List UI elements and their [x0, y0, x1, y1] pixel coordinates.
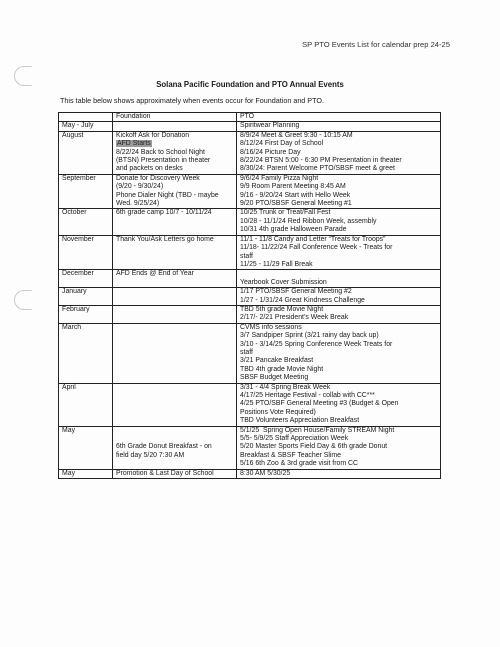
pto-cell	[237, 383, 441, 426]
table-row	[59, 426, 441, 469]
foundation-cell	[113, 288, 237, 306]
month-cell: November	[59, 235, 113, 270]
pto-event: TBD 4th grade Movie Night	[240, 365, 324, 373]
foundation-event: Phone Dialer Night (TBD - maybe	[116, 191, 219, 199]
foundation-event: Kickoff Ask for Donation	[116, 131, 190, 139]
foundation-event: Wed. 9/25/24)	[116, 200, 160, 208]
header-foundation: Foundation	[113, 113, 237, 122]
foundation-event: 6th grade camp 10/7 - 10/11/24	[116, 209, 212, 217]
foundation-event: and packets on desks	[116, 165, 183, 173]
foundation-event: field day 5/20 7:30 AM	[116, 451, 185, 459]
pto-event: SBSF Budget Meeting	[240, 374, 309, 382]
pto-cell	[237, 323, 441, 383]
pto-cell	[237, 122, 441, 131]
pto-event: 10/25 Trunk or Treat/Fall Fest	[240, 209, 331, 217]
foundation-cell	[113, 426, 237, 469]
foundation-cell	[113, 122, 237, 131]
pto-event: 8/9/24 Meet & Greet 9:30 - 10:15 AM	[240, 131, 353, 139]
pto-event: 8/30/24: Parent Welcome PTO/SBSF meet & greet	[240, 165, 395, 173]
foundation-event: (9/20 - 9/30/24)	[116, 183, 164, 191]
pto-event: 1/17 PTO/SBSF General Meeting #2	[240, 288, 352, 296]
pto-event: 5/20 Master Sports Field Day & 6th grade Donut	[240, 443, 388, 451]
foundation-cell	[113, 323, 237, 383]
pto-event: 3/10 - 3/14/25 Spring Conference Week Treats for	[240, 340, 393, 348]
month-cell: October	[59, 209, 113, 235]
pto-cell	[237, 131, 441, 174]
month-cell: May	[59, 426, 113, 469]
table-row	[59, 174, 441, 209]
pto-event: CVMS info sessions	[240, 323, 302, 331]
month-cell: August	[59, 131, 113, 174]
pto-cell	[237, 235, 441, 270]
pto-cell	[237, 305, 441, 323]
month-cell: May	[59, 469, 113, 478]
foundation-cell	[113, 174, 237, 209]
month-cell: September	[59, 174, 113, 209]
table-row	[59, 288, 441, 306]
foundation-cell	[113, 383, 237, 426]
month-cell: December	[59, 270, 113, 288]
foundation-event: 8/22/24 Back to School Night	[116, 148, 205, 156]
pto-event: 2/17/- 2/21 President’s Week Break	[240, 314, 349, 322]
pto-event: Breakfast & SBSF Teacher Slime	[240, 451, 341, 459]
table-row	[59, 469, 441, 478]
pto-event: 9/20 PTO/SBSF General Meeting #1	[240, 200, 352, 208]
header-pto: PTO	[237, 113, 441, 122]
foundation-event: Donate for Discovery Week	[116, 174, 200, 182]
table-row	[59, 131, 441, 174]
pto-event: 4/17/25 Heritage Festival - collab with CC***	[240, 391, 375, 399]
pto-event: 8:30 AM 5/30/25	[240, 469, 291, 477]
pto-event: 9/16 - 9/20/24 Start with Hello Week	[240, 191, 351, 199]
pto-event: 5/1/25 Spring Open House/Family STREAM Night	[240, 426, 395, 434]
pto-cell	[237, 288, 441, 306]
foundation-event: Thank You/Ask Letters go home	[116, 235, 214, 243]
month-cell: January	[59, 288, 113, 306]
month-cell: February	[59, 305, 113, 323]
highlighted-event: AFD Starts	[117, 140, 151, 148]
table-row	[59, 383, 441, 426]
pto-event: 8/16/24 Picture Day	[240, 148, 301, 156]
month-cell: April	[59, 383, 113, 426]
pto-event: 11/1 - 11/8 Candy and Letter “Treats for Troops”	[240, 235, 386, 243]
foundation-event: Promotion & Last Day of School	[116, 469, 214, 477]
header-month	[59, 113, 113, 122]
foundation-cell	[113, 270, 237, 288]
foundation-event: (BTSN) Presentation in theater	[116, 157, 211, 165]
events-table	[58, 112, 441, 479]
month-cell: May - July	[59, 122, 113, 131]
pto-cell	[237, 270, 441, 288]
blank-line	[116, 427, 233, 435]
pto-cell	[237, 469, 441, 478]
pto-event: staff	[240, 252, 253, 260]
foundation-event: AFD Ends @ End of Year	[116, 270, 194, 278]
pto-event: 8/12/24 First Day of School	[240, 140, 324, 148]
pto-event: TBD Volunteers Appreciation Breakfast	[240, 417, 360, 425]
hole-punch-mark	[14, 290, 32, 310]
pto-event: 10/28 - 11/1/24 Red Ribbon Week, assembly	[240, 217, 377, 225]
blank-line	[116, 435, 233, 443]
pto-event: Spiritwear Planning	[240, 122, 300, 130]
header-note: SP PTO Events List for calendar prep 24-25	[302, 40, 450, 49]
pto-event: 1/27 - 1/31/24 Great Kindness Challenge	[240, 296, 365, 304]
foundation-cell	[113, 235, 237, 270]
table-row	[59, 270, 441, 288]
pto-event: 3/7 Sandpiper Sprint (3/21 rainy day back up)	[240, 332, 379, 340]
document-title: Solana Pacific Foundation and PTO Annual Events	[156, 80, 344, 89]
pto-event: 4/25 PTO/SBF General Meeting #3 (Budget & Open	[240, 400, 399, 408]
blank-line	[240, 270, 437, 278]
foundation-cell	[113, 131, 237, 174]
pto-cell	[237, 209, 441, 235]
foundation-event: 6th Grade Donut Breakfast - on	[116, 443, 212, 451]
table-row	[59, 305, 441, 323]
pto-event: 10/31 4th grade Halloween Parade	[240, 226, 347, 234]
pto-event: 5/5- 5/9/25 Staff Appreciation Week	[240, 435, 349, 443]
pto-event: Yearbook Cover Submission	[240, 278, 327, 286]
foundation-event	[116, 140, 233, 148]
foundation-cell	[113, 305, 237, 323]
foundation-cell	[113, 469, 237, 478]
pto-event: Positions Vote Required)	[240, 408, 316, 416]
pto-event: 9/6/24 Family Pizza Night	[240, 174, 319, 182]
pto-cell	[237, 426, 441, 469]
pto-event: 3/21 Pancake Breakfast	[240, 357, 314, 365]
pto-cell	[237, 174, 441, 209]
pto-event: 8/22/24 BTSN 5:00 - 6:30 PM Presentation in theater	[240, 157, 402, 165]
pto-event: 3/31 - 4/4 Spring Break Week	[240, 383, 331, 391]
table-row	[59, 323, 441, 383]
pto-event: 11/25 - 11/29 Fall Break	[240, 260, 313, 268]
table-row	[59, 122, 441, 131]
pto-event: 11/18- 11/22/24 Fall Conference Week - Treats for	[240, 244, 393, 252]
pto-event: staff	[240, 348, 253, 356]
table-row	[59, 209, 441, 235]
pto-event: TBD 5th grade Movie Night	[240, 305, 324, 313]
intro-text: This table below shows approximately when events occur for Foundation and PTO.	[60, 96, 324, 105]
pto-event: 5/16 6th Zoo & 3rd grade visit from CC	[240, 460, 358, 468]
month-cell: March	[59, 323, 113, 383]
table-row	[59, 235, 441, 270]
pto-event: 9/9 Room Parent Meeting 8:45 AM	[240, 183, 346, 191]
table-header-row	[59, 113, 441, 122]
foundation-cell	[113, 209, 237, 235]
